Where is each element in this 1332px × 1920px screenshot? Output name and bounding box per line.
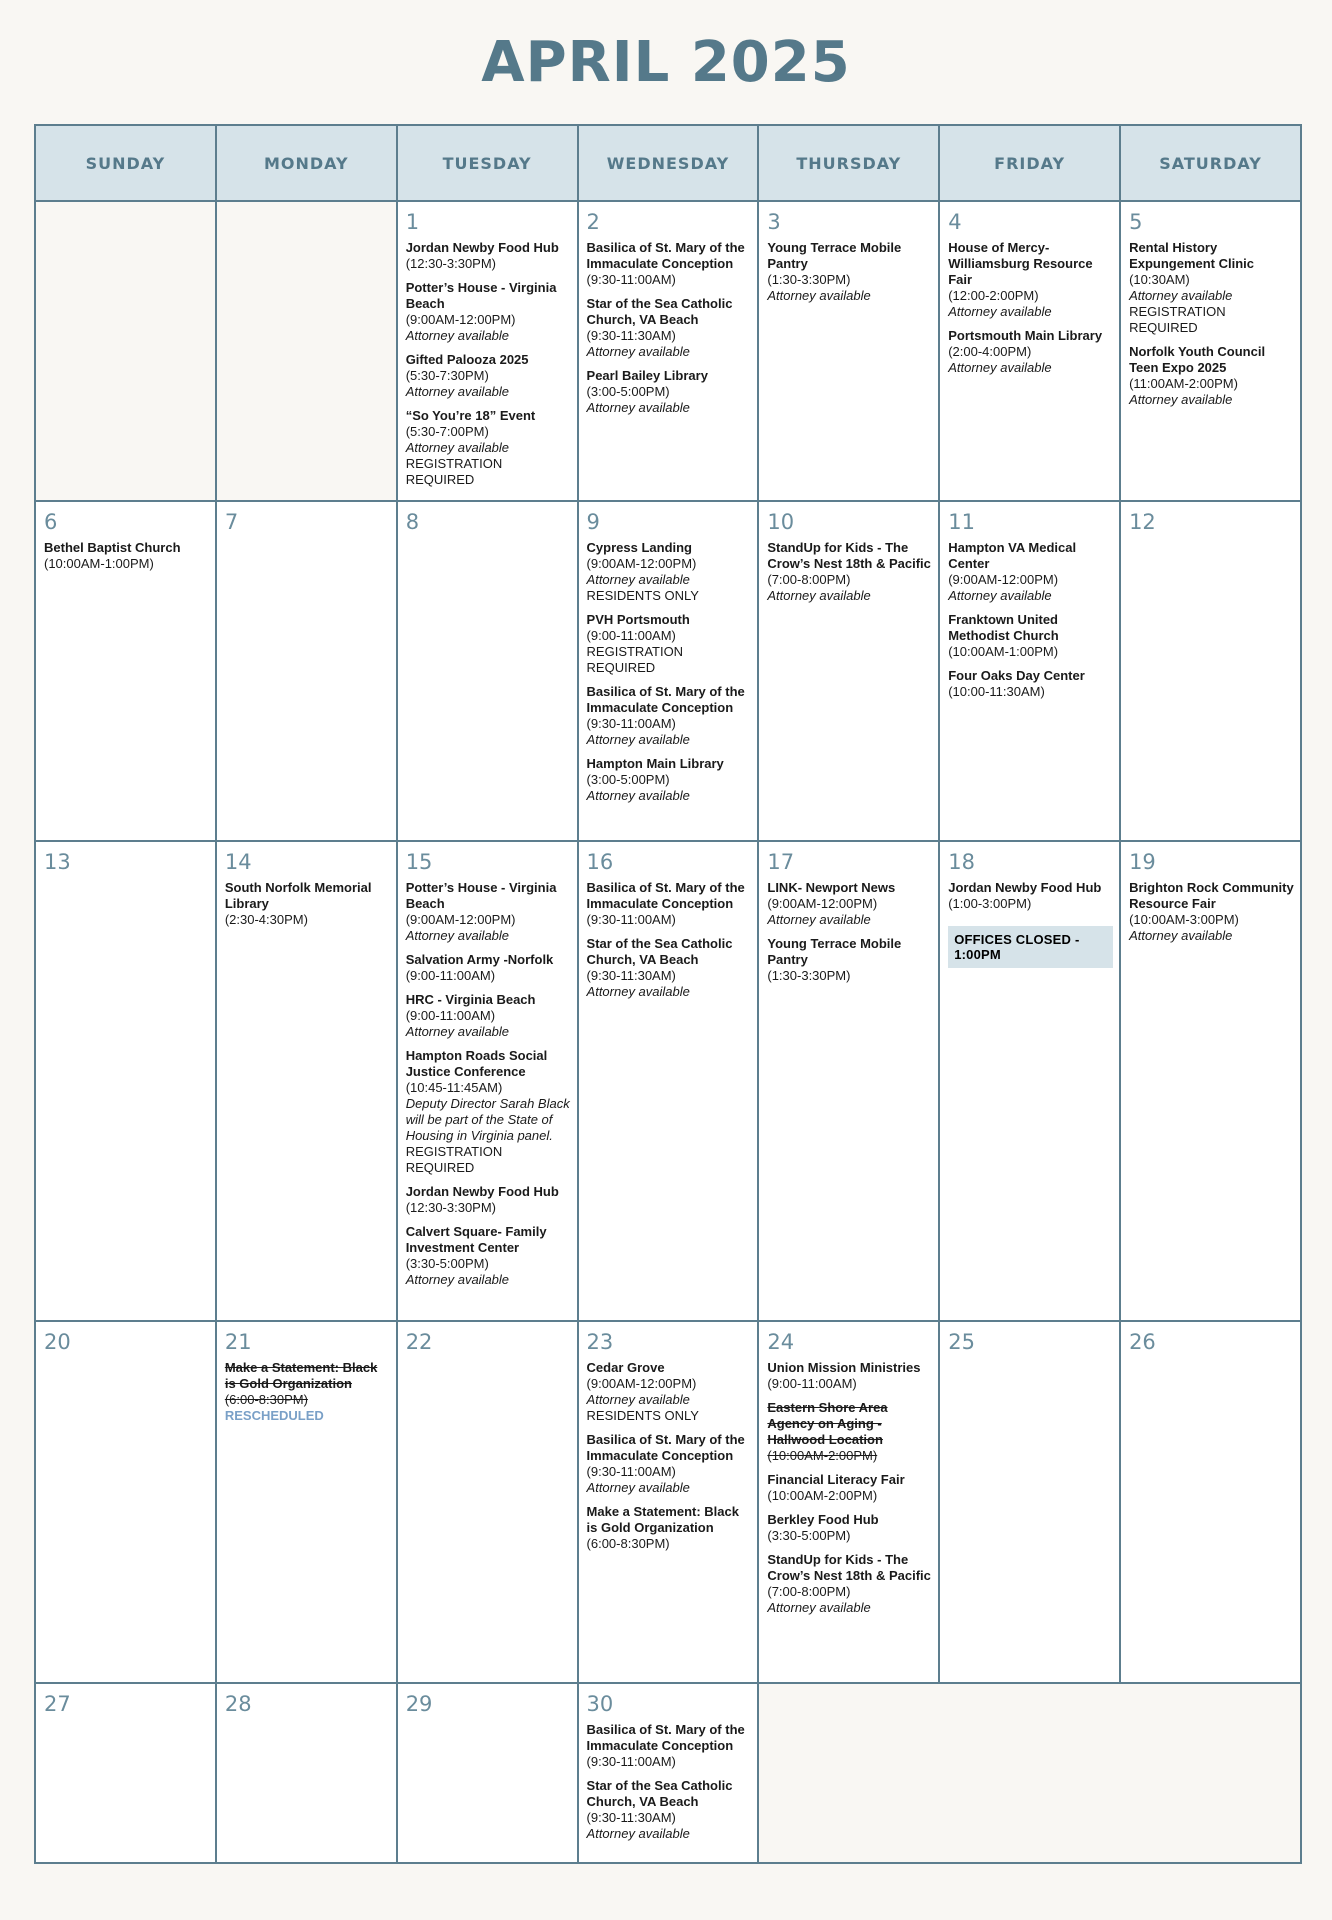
week-row xyxy=(35,841,1301,1321)
day-number: 2 xyxy=(586,210,600,234)
event-name: Star of the Sea Catholic Church, VA Beach xyxy=(586,936,733,967)
event-item xyxy=(587,936,752,1000)
week-row xyxy=(35,1321,1301,1683)
day-number: 13 xyxy=(44,850,71,874)
event-name: Financial Literacy Fair xyxy=(767,1472,905,1487)
day-cell xyxy=(397,841,578,1321)
event-requirement: REGISTRATION REQUIRED xyxy=(1129,304,1226,335)
event-name: Jordan Newby Food Hub xyxy=(405,1184,559,1199)
event-item xyxy=(587,1432,752,1496)
event-item xyxy=(587,296,752,360)
event-name: Jordan Newby Food Hub xyxy=(405,240,559,255)
weekday-tuesday: TUESDAY xyxy=(397,125,578,201)
attorney-note: Attorney available xyxy=(586,1392,690,1407)
day-number: 19 xyxy=(1129,850,1156,874)
event-time: (9:00AM-12:00PM) xyxy=(767,896,878,911)
week-row xyxy=(35,201,1301,501)
event-time: (12:30-3:30PM) xyxy=(405,256,497,271)
day-cell xyxy=(35,841,216,1321)
day-number: 12 xyxy=(1129,510,1156,534)
attorney-note: Attorney available xyxy=(948,304,1052,319)
event-item xyxy=(1129,344,1294,408)
day-cell xyxy=(397,201,578,501)
event-time: (10:30AM) xyxy=(1129,272,1190,287)
day-number: 21 xyxy=(224,1330,252,1354)
event-item xyxy=(587,684,752,748)
event-time: (10:00AM-1:00PM) xyxy=(44,556,154,571)
event-time: (9:30-11:00AM) xyxy=(586,1754,676,1769)
weekday-saturday: SATURDAY xyxy=(1120,125,1301,201)
attorney-note: Attorney available xyxy=(405,440,510,455)
attorney-note: Attorney available xyxy=(1129,288,1233,303)
weekday-header-row xyxy=(35,125,1301,201)
event-time: (6:00-8:30PM) xyxy=(224,1392,308,1407)
day-number: 11 xyxy=(948,510,975,534)
event-time: (12:30-3:30PM) xyxy=(405,1200,497,1215)
event-time: (1:00-3:00PM) xyxy=(948,896,1032,911)
day-number: 22 xyxy=(405,1330,433,1354)
event-item xyxy=(948,240,1113,320)
event-name: “So You’re 18” Event xyxy=(405,408,536,423)
day-cell xyxy=(578,201,759,501)
attorney-note: Attorney available xyxy=(1129,928,1233,943)
event-name: Jordan Newby Food Hub xyxy=(948,880,1102,895)
day-cell xyxy=(216,841,397,1321)
event-requirement: RESIDENTS ONLY xyxy=(586,588,699,603)
event-item xyxy=(587,540,752,604)
event-item xyxy=(225,880,390,928)
day-number: 15 xyxy=(405,850,433,874)
attorney-note: Attorney available xyxy=(948,360,1052,375)
event-item xyxy=(406,1048,571,1176)
event-time: (9:00-11:00AM) xyxy=(767,1376,857,1391)
day-number: 18 xyxy=(948,850,975,874)
event-name: Basilica of St. Mary of the Immaculate Conception xyxy=(586,684,745,715)
event-time: (2:00-4:00PM) xyxy=(948,344,1032,359)
day-number: 29 xyxy=(405,1692,433,1716)
event-time: (9:00AM-12:00PM) xyxy=(405,912,516,927)
day-number: 24 xyxy=(767,1330,795,1354)
day-cell xyxy=(397,1321,578,1683)
attorney-note: Attorney available xyxy=(586,984,690,999)
attorney-note: Attorney available xyxy=(1129,392,1233,407)
event-name: Make a Statement: Black is Gold Organization xyxy=(224,1360,378,1391)
event-item xyxy=(406,408,571,488)
event-name: Young Terrace Mobile Pantry xyxy=(767,240,902,271)
offices-closed-banner: OFFICES CLOSED - 1:00PM xyxy=(948,926,1113,968)
event-item xyxy=(948,328,1113,376)
day-cell xyxy=(397,501,578,841)
event-item xyxy=(587,1360,752,1424)
event-item xyxy=(406,352,571,400)
day-number: 28 xyxy=(224,1692,252,1716)
event-name: Basilica of St. Mary of the Immaculate Conception xyxy=(586,1432,745,1463)
calendar-grid xyxy=(34,124,1302,1864)
day-cell xyxy=(758,1321,939,1683)
event-requirement: RESIDENTS ONLY xyxy=(586,1408,699,1423)
event-time: (7:00-8:00PM) xyxy=(767,572,851,587)
day-cell xyxy=(216,1683,397,1863)
event-item xyxy=(587,1722,752,1770)
day-cell xyxy=(578,501,759,841)
day-number: 10 xyxy=(767,510,795,534)
event-name: Cypress Landing xyxy=(586,540,692,555)
event-name: Hampton Main Library xyxy=(586,756,724,771)
day-number: 3 xyxy=(767,210,781,234)
event-name: Cedar Grove xyxy=(586,1360,665,1375)
event-time: (5:30-7:00PM) xyxy=(405,424,489,439)
event-time: (10:00AM-1:00PM) xyxy=(948,644,1059,659)
day-number: 25 xyxy=(948,1330,975,1354)
event-time: (2:30-4:30PM) xyxy=(224,912,308,927)
day-cell xyxy=(758,501,939,841)
attorney-note: Attorney available xyxy=(405,328,510,343)
day-number: 26 xyxy=(1129,1330,1156,1354)
attorney-note: Attorney available xyxy=(586,400,690,415)
day-cell xyxy=(397,1683,578,1863)
event-name: Hampton Roads Social Justice Conference xyxy=(405,1048,548,1079)
event-item xyxy=(225,1360,390,1424)
event-item xyxy=(767,1400,932,1464)
event-time: (9:30-11:00AM) xyxy=(586,716,676,731)
event-time: (9:00AM-12:00PM) xyxy=(948,572,1059,587)
day-number: 8 xyxy=(405,510,420,534)
event-time: (5:30-7:30PM) xyxy=(405,368,489,383)
event-name: LINK- Newport News xyxy=(767,880,896,895)
event-name: Make a Statement: Black is Gold Organization xyxy=(586,1504,739,1535)
event-time: (9:00-11:00AM) xyxy=(405,1008,496,1023)
event-name: Norfolk Youth Council Teen Expo 2025 xyxy=(1129,344,1266,375)
event-time: (1:30-3:30PM) xyxy=(767,968,851,983)
event-time: (9:30-11:30AM) xyxy=(586,968,676,983)
event-name: South Norfolk Memorial Library xyxy=(224,880,372,911)
event-item xyxy=(587,612,752,676)
event-item xyxy=(767,1552,932,1616)
event-time: (12:00-2:00PM) xyxy=(948,288,1039,303)
event-item xyxy=(587,240,752,288)
event-item xyxy=(406,952,571,984)
rescheduled-label: RESCHEDULED xyxy=(224,1408,324,1423)
event-item xyxy=(587,880,752,928)
event-item xyxy=(767,1512,932,1544)
day-cell xyxy=(939,501,1120,841)
attorney-note: Attorney available xyxy=(767,588,871,603)
event-item xyxy=(406,280,571,344)
event-time: (9:30-11:00AM) xyxy=(586,272,676,287)
attorney-note: Attorney available xyxy=(767,288,871,303)
day-cell xyxy=(35,501,216,841)
event-time: (10:00AM-2:00PM) xyxy=(767,1448,878,1463)
event-item xyxy=(948,668,1113,700)
event-name: Young Terrace Mobile Pantry xyxy=(767,936,902,967)
event-item xyxy=(948,540,1113,604)
event-time: (11:00AM-2:00PM) xyxy=(1129,376,1238,391)
attorney-note: Attorney available xyxy=(948,588,1052,603)
attorney-note: Attorney available xyxy=(405,1272,510,1287)
page-title: APRIL 2025 xyxy=(481,30,851,95)
day-number: 17 xyxy=(767,850,795,874)
event-item xyxy=(587,1504,752,1552)
attorney-note: Attorney available xyxy=(405,1024,510,1039)
day-cell xyxy=(1120,1321,1301,1683)
event-name: Portsmouth Main Library xyxy=(948,328,1103,343)
day-cell xyxy=(216,1321,397,1683)
attorney-note: Attorney available xyxy=(586,344,690,359)
event-time: (10:45-11:45AM) xyxy=(405,1080,503,1095)
day-cell xyxy=(939,1321,1120,1683)
day-cell xyxy=(578,1683,759,1863)
empty-cell xyxy=(216,201,397,501)
event-time: (10:00AM-3:00PM) xyxy=(1129,912,1239,927)
attorney-note: Attorney available xyxy=(767,1600,871,1615)
event-item xyxy=(406,880,571,944)
attorney-note: Attorney available xyxy=(586,732,690,747)
day-cell xyxy=(1120,201,1301,501)
day-number: 6 xyxy=(44,510,58,534)
event-name: Franktown United Methodist Church xyxy=(948,612,1059,643)
event-name: Eastern Shore Area Agency on Aging - Hallwood Location xyxy=(767,1400,888,1447)
event-item xyxy=(948,612,1113,660)
event-time: (9:30-11:00AM) xyxy=(586,1464,676,1479)
event-name: Calvert Square- Family Investment Center xyxy=(405,1224,547,1255)
day-cell xyxy=(216,501,397,841)
day-cell xyxy=(758,841,939,1321)
event-name: Star of the Sea Catholic Church, VA Beach xyxy=(586,296,733,327)
event-time: (10:00AM-2:00PM) xyxy=(767,1488,878,1503)
day-number: 9 xyxy=(586,510,600,534)
day-cell xyxy=(578,841,759,1321)
day-number: 20 xyxy=(44,1330,71,1354)
event-time: (9:00AM-12:00PM) xyxy=(405,312,516,327)
event-time: (9:30-11:30AM) xyxy=(586,328,676,343)
event-item xyxy=(767,1472,932,1504)
week-row xyxy=(35,1683,1301,1863)
event-requirement: REGISTRATION REQUIRED xyxy=(405,456,503,487)
event-item xyxy=(1129,880,1294,944)
event-item xyxy=(406,1184,571,1216)
weekday-friday: FRIDAY xyxy=(939,125,1120,201)
day-cell xyxy=(35,1321,216,1683)
event-name: Brighton Rock Community Resource Fair xyxy=(1129,880,1294,911)
event-item xyxy=(767,880,932,928)
event-item xyxy=(767,540,932,604)
event-name: Basilica of St. Mary of the Immaculate Conception xyxy=(586,240,745,271)
event-time: (9:30-11:00AM) xyxy=(586,912,676,927)
event-time: (3:00-5:00PM) xyxy=(586,772,670,787)
day-number: 23 xyxy=(586,1330,614,1354)
event-item xyxy=(767,240,932,304)
event-name: Rental History Expungement Clinic xyxy=(1129,240,1255,271)
attorney-note: Attorney available xyxy=(405,928,510,943)
event-item xyxy=(44,540,209,572)
event-name: Pearl Bailey Library xyxy=(586,368,708,383)
event-name: PVH Portsmouth xyxy=(586,612,690,627)
event-name: StandUp for Kids - The Crow’s Nest 18th & Pacific xyxy=(767,540,931,571)
event-time: (3:30-5:00PM) xyxy=(767,1528,851,1543)
weekday-wednesday: WEDNESDAY xyxy=(578,125,759,201)
event-name: Potter’s House - Virginia Beach xyxy=(405,880,557,911)
event-time: (3:00-5:00PM) xyxy=(586,384,670,399)
attorney-note: Deputy Director Sarah Black will be part of the State of Housing in Virginia panel. xyxy=(405,1096,570,1143)
event-requirement: REGISTRATION REQUIRED xyxy=(586,644,684,675)
event-item xyxy=(406,1224,571,1288)
event-time: (6:00-8:30PM) xyxy=(586,1536,670,1551)
day-cell xyxy=(939,841,1120,1321)
event-name: Salvation Army -Norfolk xyxy=(405,952,554,967)
event-item xyxy=(587,1778,752,1842)
day-number: 14 xyxy=(224,850,252,874)
day-number: 4 xyxy=(948,210,962,234)
event-name: Hampton VA Medical Center xyxy=(948,540,1077,571)
event-item xyxy=(767,1360,932,1392)
event-name: Basilica of St. Mary of the Immaculate Conception xyxy=(586,1722,745,1753)
empty-cell xyxy=(758,1683,1301,1863)
day-number: 30 xyxy=(586,1692,614,1716)
event-name: House of Mercy- Williamsburg Resource Fair xyxy=(948,240,1093,287)
attorney-note: Attorney available xyxy=(767,912,871,927)
event-item xyxy=(948,880,1113,912)
day-number: 16 xyxy=(586,850,614,874)
day-number: 5 xyxy=(1129,210,1143,234)
event-time: (9:00-11:00AM) xyxy=(405,968,496,983)
attorney-note: Attorney available xyxy=(586,1480,690,1495)
event-name: Union Mission Ministries xyxy=(767,1360,921,1375)
event-item xyxy=(406,992,571,1040)
event-name: Potter’s House - Virginia Beach xyxy=(405,280,557,311)
day-cell xyxy=(1120,841,1301,1321)
day-cell xyxy=(578,1321,759,1683)
event-time: (9:00-11:00AM) xyxy=(586,628,676,643)
event-time: (9:30-11:30AM) xyxy=(586,1810,676,1825)
day-number: 1 xyxy=(405,210,420,234)
event-name: Basilica of St. Mary of the Immaculate Conception xyxy=(586,880,745,911)
weekday-thursday: THURSDAY xyxy=(758,125,939,201)
event-time: (1:30-3:30PM) xyxy=(767,272,851,287)
event-name: Four Oaks Day Center xyxy=(948,668,1085,683)
day-cell xyxy=(1120,501,1301,841)
event-time: (9:00AM-12:00PM) xyxy=(586,1376,697,1391)
event-name: Star of the Sea Catholic Church, VA Beach xyxy=(586,1778,733,1809)
attorney-note: Attorney available xyxy=(586,572,690,587)
event-item xyxy=(1129,240,1294,336)
day-cell xyxy=(939,201,1120,501)
empty-cell xyxy=(35,201,216,501)
attorney-note: Attorney available xyxy=(586,788,690,803)
event-item xyxy=(587,756,752,804)
event-item xyxy=(587,368,752,416)
event-time: (10:00-11:30AM) xyxy=(948,684,1045,699)
day-cell xyxy=(758,201,939,501)
event-requirement: REGISTRATION REQUIRED xyxy=(405,1144,503,1175)
event-item xyxy=(406,240,571,272)
attorney-note: Attorney available xyxy=(586,1826,690,1841)
event-name: StandUp for Kids - The Crow’s Nest 18th & Pacific xyxy=(767,1552,931,1583)
event-name: Bethel Baptist Church xyxy=(44,540,181,555)
weekday-monday: MONDAY xyxy=(216,125,397,201)
day-cell xyxy=(35,1683,216,1863)
event-item xyxy=(767,936,932,984)
event-name: HRC - Virginia Beach xyxy=(405,992,536,1007)
event-time: (7:00-8:00PM) xyxy=(767,1584,851,1599)
weekday-sunday: SUNDAY xyxy=(35,125,216,201)
event-time: (3:30-5:00PM) xyxy=(405,1256,489,1271)
day-number: 27 xyxy=(44,1692,71,1716)
event-name: Berkley Food Hub xyxy=(767,1512,879,1527)
event-time: (9:00AM-12:00PM) xyxy=(586,556,697,571)
attorney-note: Attorney available xyxy=(405,384,510,399)
day-number: 7 xyxy=(224,510,239,534)
event-name: Gifted Palooza 2025 xyxy=(405,352,529,367)
week-row xyxy=(35,501,1301,841)
